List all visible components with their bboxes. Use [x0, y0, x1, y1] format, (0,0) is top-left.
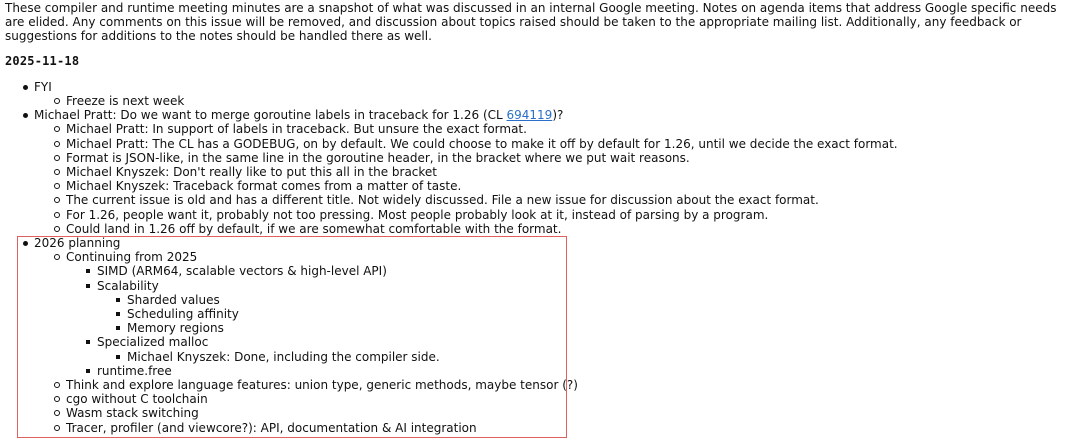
meeting-date-heading: 2025-11-18 — [5, 53, 80, 68]
agenda-item-label: Michael Pratt: Do we want to merge goroutine labels in traceback for 1.26 (CL — [34, 108, 507, 123]
agenda-item-label: FYI — [34, 79, 52, 94]
circle-bullet-icon — [54, 126, 60, 132]
continuing-sublist — [66, 264, 1073, 378]
circle-bullet-icon — [54, 382, 60, 388]
square-bullet-icon — [116, 312, 120, 316]
circle-bullet-icon — [54, 169, 60, 175]
list-item: Michael Knyszek: Done, including the compiler side. — [97, 350, 1073, 364]
circle-bullet-icon — [54, 212, 60, 218]
agenda-item-goroutine-labels: Michael Pratt: Do we want to merge goroutine labels in traceback for 1.26 (CL 694119)? Michael Pratt: In support of labels in traceback. But unsure the exact format. Michael Pratt: The CL has a GODEBUG, on by default. We could choose to make it off by default for 1.26, until we decide the exact format. Format is JSON-like, in the same line in the goroutine header, in the bracket where we put wait reasons. Michael Knyszek: Don't really like to put this all in the bracket Michael Knyszek: Traceback format comes from a matter of taste. The current issue is old and has a different title. Not widely discussed. File a new issue for discussion about the exact format. For 1.26, people want it, probably not too pressing. Most people probably look at it, instead of parsing by a program. Could land in 1.26 off by default, if we are somewhat comfortable with the format. — [5, 108, 1073, 236]
list-item: Freeze is next week — [34, 94, 1073, 108]
square-bullet-icon — [116, 355, 120, 359]
scalability-sublist — [97, 293, 1073, 336]
agenda-list — [5, 80, 1073, 435]
list-item: Sharded values — [97, 293, 1073, 307]
circle-bullet-icon — [54, 226, 60, 232]
list-item: Could land in 1.26 off by default, if we are somewhat comfortable with the format. — [34, 222, 1073, 236]
goroutine-sublist — [34, 122, 1073, 236]
list-item: Continuing from 2025 SIMD (ARM64, scalable vectors & high-level API) Scalability Sharded values Scheduling affinity Memory regions Specialized malloc Michael Knyszek: Done, including the compiler side. runtime.free — [34, 250, 1073, 378]
square-bullet-icon — [116, 326, 120, 330]
list-item: Think and explore language features: union type, generic methods, maybe tensor (?) — [34, 378, 1073, 392]
agenda-item-2026-planning — [5, 236, 1073, 435]
fyi-sublist — [34, 94, 1073, 108]
list-item: Format is JSON-like, in the same line in the goroutine header, in the bracket where we put wait reasons. — [34, 151, 1073, 165]
square-bullet-icon — [86, 369, 90, 373]
square-bullet-icon — [86, 340, 90, 344]
list-item: For 1.26, people want it, probably not too pressing. Most people probably look at it, instead of parsing by a program. — [34, 208, 1073, 222]
circle-bullet-icon — [54, 141, 60, 147]
list-item: Memory regions — [97, 321, 1073, 335]
list-item: SIMD (ARM64, scalable vectors & high-level API) — [66, 264, 1073, 278]
cl-link[interactable]: 694119 — [506, 108, 553, 123]
disc-bullet-icon — [23, 85, 28, 90]
circle-bullet-icon — [54, 155, 60, 161]
square-bullet-icon — [86, 284, 90, 288]
agenda-item-label: 2026 planning — [34, 236, 121, 251]
list-item: Scheduling affinity — [97, 307, 1073, 321]
list-item: Michael Pratt: In support of labels in traceback. But unsure the exact format. — [34, 122, 1073, 136]
intro-paragraph: These compiler and runtime meeting minutes are a snapshot of what was discussed in an internal Google meeting. Notes on agenda items that address Google specific needs are elided. Any comments on this issue will be removed, and discussion about topics raised should be taken to the appropriate mailing list. Additionally, any feedback or suggestions for additions to the notes should be handled there as well. — [5, 1, 1057, 44]
list-item: The current issue is old and has a different title. Not widely discussed. File a new issue for discussion about the exact format. — [34, 193, 1073, 207]
circle-bullet-icon — [54, 425, 60, 431]
meeting-notes — [5, 1, 1073, 435]
list-item: Michael Pratt: The CL has a GODEBUG, on by default. We could choose to make it off by default for 1.26, until we decide the exact format. — [34, 137, 1073, 151]
circle-bullet-icon — [54, 98, 60, 104]
square-bullet-icon — [86, 269, 90, 273]
list-item: Wasm stack switching — [34, 406, 1073, 420]
list-item: Tracer, profiler (and viewcore?): API, documentation & AI integration — [34, 421, 1073, 435]
disc-bullet-icon — [23, 241, 28, 246]
disc-bullet-icon — [23, 113, 28, 118]
list-item: Specialized malloc Michael Knyszek: Done, including the compiler side. — [66, 335, 1073, 363]
agenda-item-fyi — [5, 80, 1073, 108]
list-item: runtime.free — [66, 364, 1073, 378]
circle-bullet-icon — [54, 410, 60, 416]
circle-bullet-icon — [54, 197, 60, 203]
square-bullet-icon — [116, 298, 120, 302]
circle-bullet-icon — [54, 183, 60, 189]
circle-bullet-icon — [54, 254, 60, 260]
list-item: Scalability Sharded values Scheduling affinity Memory regions — [66, 279, 1073, 336]
list-item: Michael Knyszek: Traceback format comes from a matter of taste. — [34, 179, 1073, 193]
planning-sublist — [34, 250, 1073, 435]
list-item: Michael Knyszek: Don't really like to put this all in the bracket — [34, 165, 1073, 179]
list-item: cgo without C toolchain — [34, 392, 1073, 406]
circle-bullet-icon — [54, 396, 60, 402]
malloc-sublist — [97, 350, 1073, 364]
